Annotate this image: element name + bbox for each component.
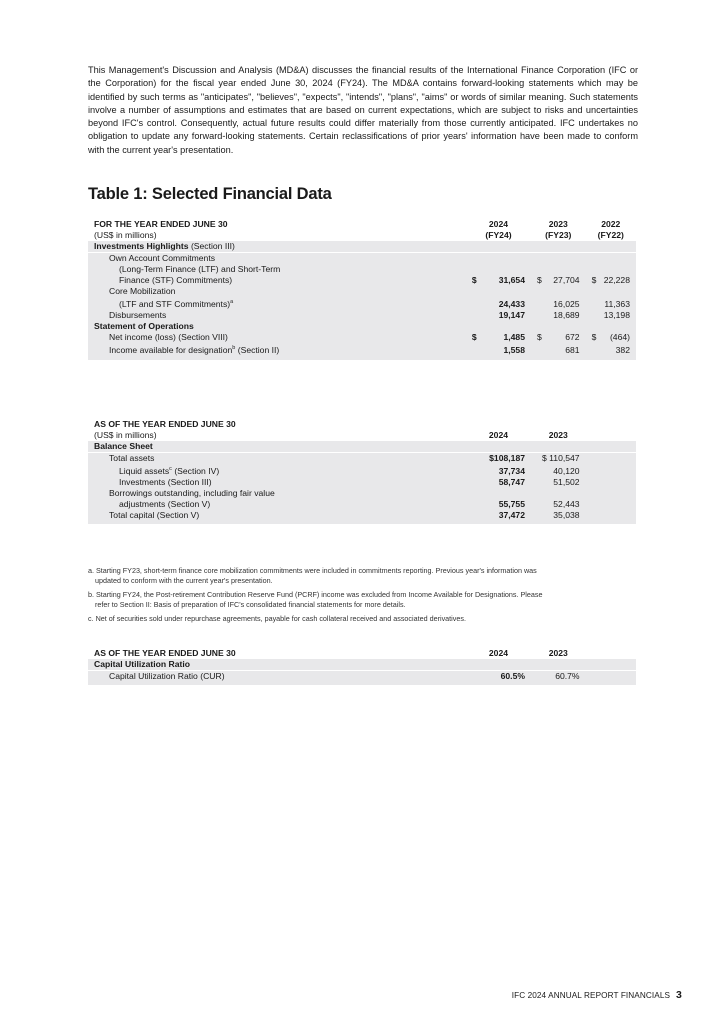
table-row: Own Account Commitments (Long-Term Finance (LTF) and Short-Term Finance (STF) Commitments) $ 31,654 $ 27,704 $ 22,228: [88, 253, 636, 287]
header-label: AS OF THE YEAR ENDED JUNE 30: [94, 648, 236, 658]
table-row-spacer: [88, 356, 636, 360]
header-col-2024: 2024: [488, 648, 509, 658]
table-row: Investments (Section III) 58,747 51,502: [88, 477, 636, 488]
table-row: Liquid assets$^c$ (Section IV) 37,734 40,120: [88, 464, 636, 477]
table-header-row: [88, 648, 636, 659]
footnote-c: c. Net of securities sold under repurchase agreements, payable for cash collateral received and associated derivatives.: [88, 614, 466, 623]
table-row: Income available for designation$^b$ (Section II) 1,558 681 382: [88, 343, 636, 356]
table-title: Table 1: Selected Financial Data: [88, 185, 332, 203]
capital-utilization-table: [88, 648, 636, 685]
header-col-2022: 2022 (FY22): [597, 219, 624, 240]
header-col-2023: 2023: [548, 430, 568, 440]
selected-financial-data-table: [88, 219, 636, 360]
table-row: Disbursements 19,147 18,689 13,198: [88, 310, 636, 321]
header-label: FOR THE YEAR ENDED JUNE 30 (US$ in millions): [94, 219, 228, 240]
header-col-2024: 2024: [488, 430, 509, 440]
header-col-2023: 2023 (FY23): [545, 219, 572, 240]
footnote-a: a. Starting FY23, short-term finance core mobilization commitments were included in commitments reporting. Previous year's information was updated to conform with the current year's presentation.: [88, 566, 537, 585]
table-row-spacer: [88, 682, 636, 685]
footer-text: IFC 2024 ANNUAL REPORT FINANCIALS: [511, 991, 671, 1000]
table-row: Total assets $108,187 $ 110,547: [88, 453, 636, 465]
table-header-row: [88, 219, 636, 241]
header-col-2023: 2023: [548, 648, 568, 658]
table-row: Capital Utilization Ratio (CUR) 60.5% 60.7%: [88, 671, 636, 683]
balance-sheet-table: [88, 419, 636, 524]
header-col-2024: 2024 (FY24): [485, 219, 512, 240]
table-row: Total capital (Section V) 37,472 35,038: [88, 510, 636, 521]
intro-paragraph: This Management's Discussion and Analysis (MD&A) discusses the financial results of the International Finance Corporation (IFC or the Corporation) for the fiscal year ended June 30, 2024 (FY24). The MD&A contains forward-looking statements which may be identified by such terms as "anticipates", "believes", "expects", "intends", "plans", "aims" or words of similar meaning. Such statements involve a number of assumptions and estimates that are based on current expectations, which are subject to risks and uncertainties beyond IFC's control. Consequently, actual future results could differ materially from those currently anticipated. IFC undertakes no obligation to update any forward-looking statements. Certain reclassifications of prior years' information have been made to conform with the current year's presentation.: [88, 65, 638, 155]
section-capital-utilization-ratio: Capital Utilization Ratio: [88, 659, 636, 671]
section-balance-sheet: Balance Sheet: [88, 441, 636, 453]
page-footer: [512, 989, 682, 1001]
section-statement-of-operations: Statement of Operations: [88, 321, 636, 332]
header-label: AS OF THE YEAR ENDED JUNE 30 (US$ in millions): [94, 419, 236, 440]
table-row: Net income (loss) (Section VIII) $ 1,485 $ 672 $ (464): [88, 332, 636, 343]
table-row: Core Mobilization (LTF and STF Commitments)$^a$ 24,433 16,025 11,363: [88, 286, 636, 310]
table-row: Borrowings outstanding, including fair value adjustments (Section V) 55,755 52,443: [88, 488, 636, 510]
page-number: 3: [676, 989, 682, 1001]
table-row-spacer: [88, 521, 636, 524]
footnote-b: b. Starting FY24, the Post-retirement Contribution Reserve Fund (PCRF) income was excluded from Income Available for Designations. Please refer to Section II: Basis of preparation of IFC's consolidated financial statements for more details.: [88, 590, 543, 609]
section-investments-highlights: Investments Highlights (Section III): [88, 241, 636, 253]
table-header-row: [88, 419, 636, 441]
